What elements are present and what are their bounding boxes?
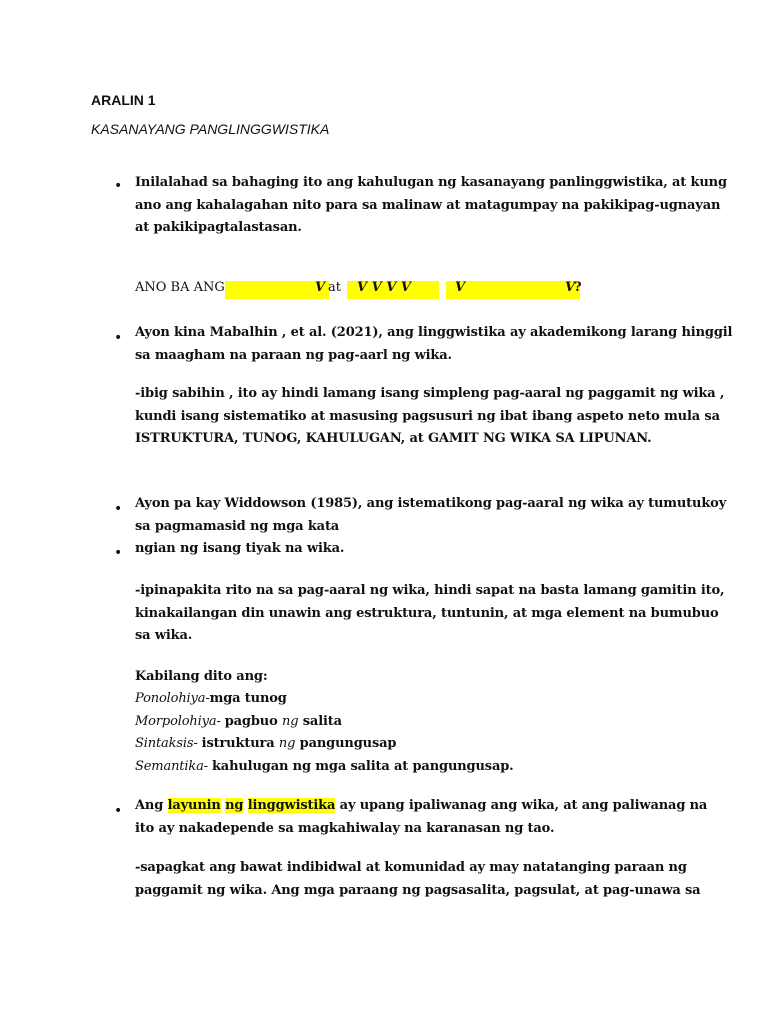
- term-name: Ponolohiya-: [135, 691, 210, 706]
- term-item-morpolohiya: [135, 711, 675, 734]
- bullet-5: •: [114, 803, 123, 819]
- term-ng: ng: [278, 736, 296, 751]
- section1-paragraph: [135, 172, 727, 240]
- section3-paragraph: [135, 493, 727, 538]
- lesson-title: ARALIN 1: [91, 92, 156, 108]
- question-mark: ?: [574, 280, 582, 295]
- section2-explain-line: -ibig sabihin , ito ay hindi lamang isang simpleng pag-aaral ng paggamit ng wika ,: [135, 386, 725, 401]
- term-ng: ng: [281, 713, 299, 729]
- bullet-1: •: [114, 178, 123, 194]
- highlight-linggwistika: linggwistika: [247, 798, 336, 813]
- section1-line: at pakikipagtalastasan.: [135, 220, 302, 235]
- blank-marker-1: V: [315, 280, 326, 295]
- highlight-layunin: layunin: [167, 798, 221, 813]
- term-desc-b: pangungusap: [295, 736, 397, 751]
- section3-line-b: ngian ng isang tiyak na wika.: [135, 541, 345, 556]
- section2-line: Ayon kina Mabalhin , et al. (2021), ang linggwistika ay akademikong larang hinggil: [135, 325, 733, 340]
- highlight-blank-1: [225, 281, 329, 299]
- section4-explanation: [135, 857, 701, 902]
- term-desc: istruktura: [201, 736, 279, 751]
- blank-marker-4: V: [565, 280, 576, 295]
- term-name: Semantika-: [135, 758, 212, 774]
- term-desc-b: salita: [298, 713, 342, 729]
- term-desc: kahulugan ng mga salita at pangungusap.: [211, 758, 514, 774]
- section4-explain-line: paggamit ng wika. Ang mga paraang ng pagsasalita, pagsulat, at pag-unawa sa: [135, 882, 701, 898]
- blank-marker-3: V: [455, 280, 466, 295]
- section2-explain-line: ISTRUKTURA, TUNOG, KAHULUGAN, at GAMIT NG WIKA SA LIPUNAN.: [135, 431, 652, 446]
- section4-ang: Ang: [135, 798, 168, 813]
- section4-line: [135, 795, 708, 818]
- section1-line: Inilalahad sa bahaging ito ang kahulugan ng kasanayang panlinggwistika, at kung: [135, 175, 727, 190]
- term-name: Morpolohiya-: [135, 713, 225, 729]
- section4-explain-line: -sapagkat ang bawat indibidwal at komunidad ay may natatanging paraan ng: [135, 860, 687, 875]
- term-list: [135, 688, 675, 778]
- section3-explain-line: kinakailangan din unawin ang estruktura, tuntunin, at mga element na bumubuo: [135, 605, 719, 621]
- section3-explain-line: -ipinapakita rito na sa pag-aaral ng wika, hindi sapat na basta lamang gamitin ito,: [135, 583, 725, 598]
- section2-line: sa maagham na paraan ng pag-aarl ng wika.: [135, 347, 452, 363]
- section3-line: Ayon pa kay Widdowson (1985), ang istematikong pag-aaral ng wika ay tumutukoy: [135, 496, 727, 511]
- section2-explanation: [135, 383, 725, 451]
- section3-explain-line: sa wika.: [135, 628, 193, 643]
- section4-paragraph: [135, 795, 708, 840]
- section3-explanation: [135, 580, 725, 648]
- term-item-semantika: [135, 756, 675, 779]
- term-item-sintaksis: [135, 733, 675, 756]
- question-at: at: [328, 280, 341, 295]
- section4-rest: ay upang ipaliwanag ang wika, at ang paliwanag na: [335, 798, 708, 813]
- lesson-subtitle: KASANAYANG PANGLINGGWISTIKA: [91, 121, 330, 137]
- highlight-ng: ng: [225, 798, 244, 813]
- bullet-4: •: [114, 545, 123, 561]
- kabilang-heading: Kabilang dito ang:: [135, 669, 268, 684]
- section3-line: sa pagmamasid ng mga kata: [135, 518, 340, 534]
- term-item-ponolohiya: [135, 688, 675, 711]
- section4-line: ito ay nakadepende sa magkahiwalay na karanasan ng tao.: [135, 820, 555, 836]
- term-desc: pagbuo: [224, 713, 282, 729]
- highlight-blank-3: [446, 281, 580, 299]
- question-prefix: ANO BA ANG: [135, 280, 225, 295]
- section2-paragraph: [135, 322, 733, 367]
- term-desc: mga tunog: [209, 691, 287, 706]
- bullet-3: •: [114, 501, 123, 517]
- section1-line: ano ang kahalagahan nito para sa malinaw at matagumpay na pakikipag-ugnayan: [135, 197, 721, 213]
- term-name: Sintaksis-: [135, 736, 202, 751]
- blank-marker-2: V V V V: [357, 280, 411, 295]
- section2-explain-line: kundi isang sistematiko at masusing pagsusuri ng ibat ibang aspeto neto mula sa: [135, 408, 720, 424]
- bullet-2: •: [114, 330, 123, 346]
